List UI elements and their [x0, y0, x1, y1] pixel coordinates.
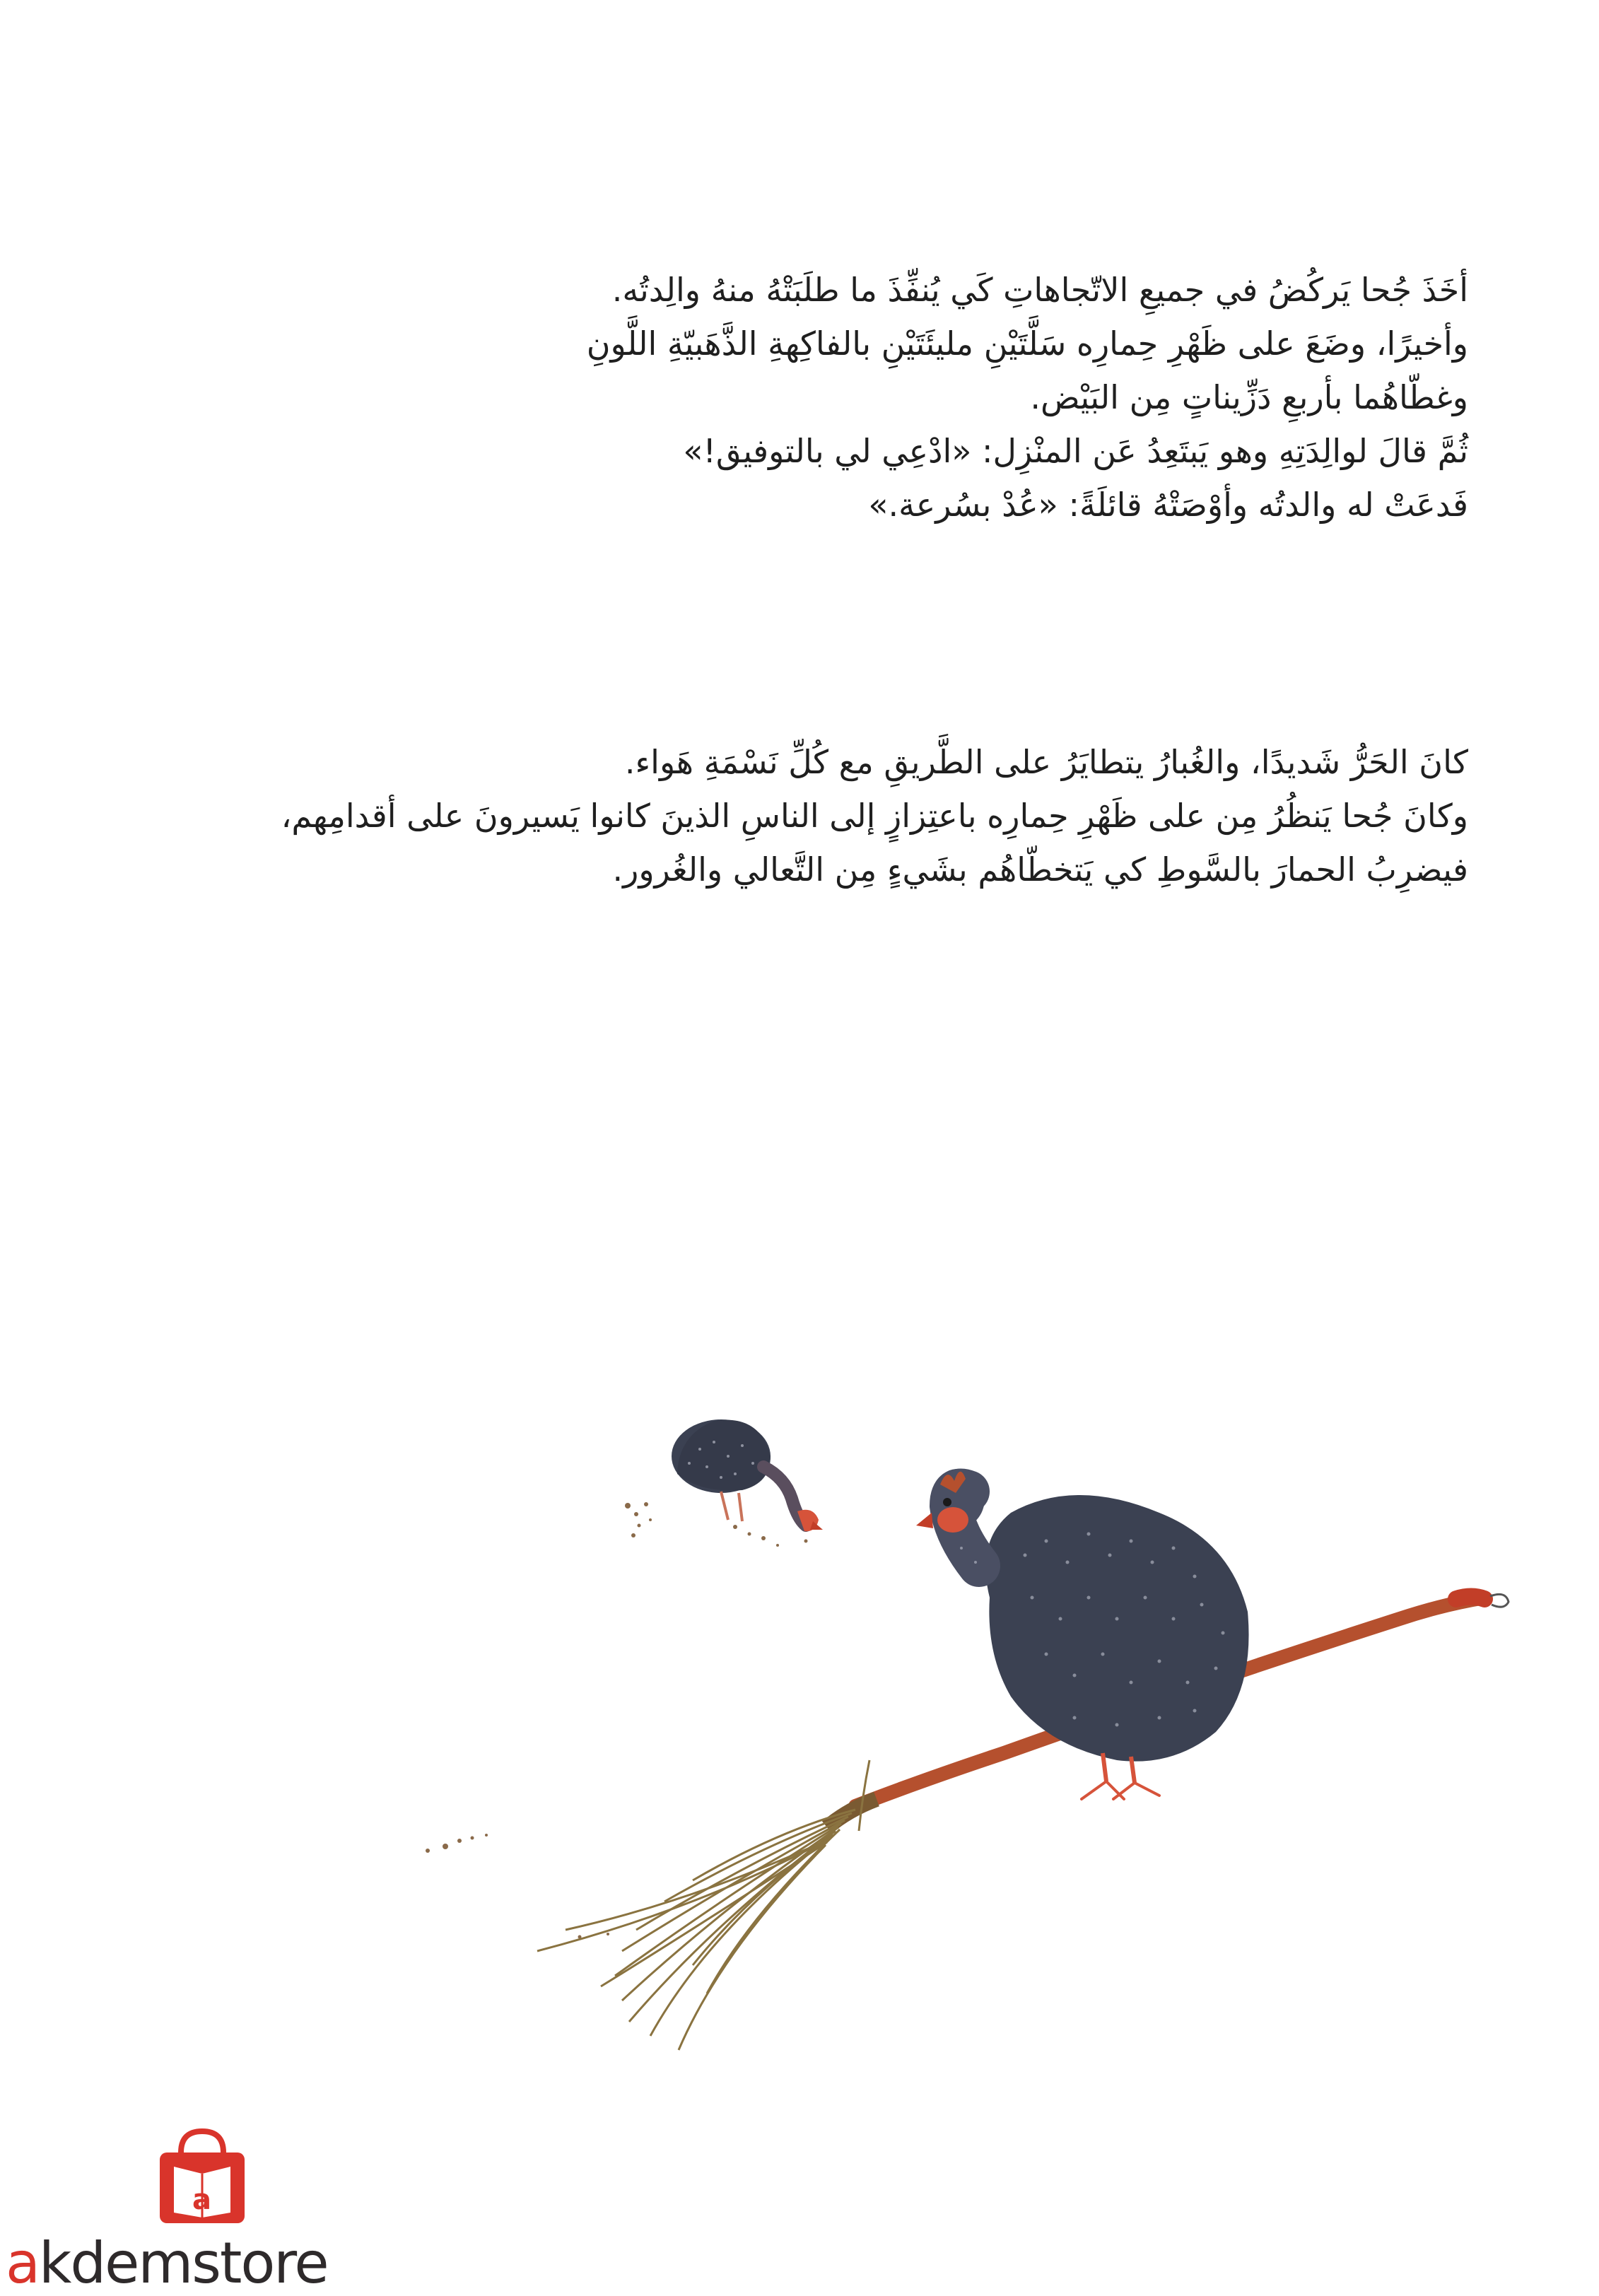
story-line: أخَذَ جُحا يَركُضُ في جميعِ الاتّجاهاتِ كَي يُنفِّذَ ما طلَبَتْهُ منهُ والِدتُه. [611, 271, 1468, 309]
store-logo-text [6, 2230, 328, 2296]
store-logo-first-letter: a [6, 2230, 40, 2296]
story-line: ثُمَّ قالَ لوالِدَتِهِ وهو يَبتَعِدُ عَن المنْزِل: «ادْعِي لي بالتوفيق!» [683, 432, 1468, 470]
story-line: وغطّاهُما بأربعِ دَزِّيناتٍ مِن البَيْض. [1030, 378, 1468, 416]
story-line: فَدعَتْ له والدتُه وأوْصَتْهُ قائلَةً: «عُدْ بسُرعة.» [868, 486, 1468, 524]
book-bag-icon [146, 2124, 259, 2230]
guinea-fowl-perched [916, 1469, 1249, 1799]
store-logo [6, 2124, 373, 2296]
story-line: وكانَ جُحا يَنظُرُ مِن على ظَهْرِ حِمارِه باعتِزازٍ إلى الناسِ الذينَ كانوا يَسيرونَ على أقدامِهم، [281, 797, 1468, 835]
story-line: كانَ الحَرُّ شَديدًا، والغُبارُ يتطايَرُ على الطَّريقِ مع كُلِّ نَسْمَةِ هَواء. [624, 743, 1468, 781]
store-logo-rest: kdemstore [39, 2230, 328, 2296]
story-line: فيضرِبُ الحمارَ بالسَّوطِ كي يَتخطّاهُم بشَيءٍ مِن التَّعالي والغُرور. [612, 850, 1468, 889]
broom-bristles [537, 1810, 855, 2050]
story-line: وأخيرًا، وضَعَ على ظَهْرِ حِمارِه سَلَّتَيْنِ مليئَتَيْنِ بالفاكِهةِ الذَّهَبيّةِ اللَّونِ [586, 324, 1468, 363]
svg-text:a: a [192, 2184, 211, 2216]
guinea-fowl-pecking [672, 1419, 823, 1531]
